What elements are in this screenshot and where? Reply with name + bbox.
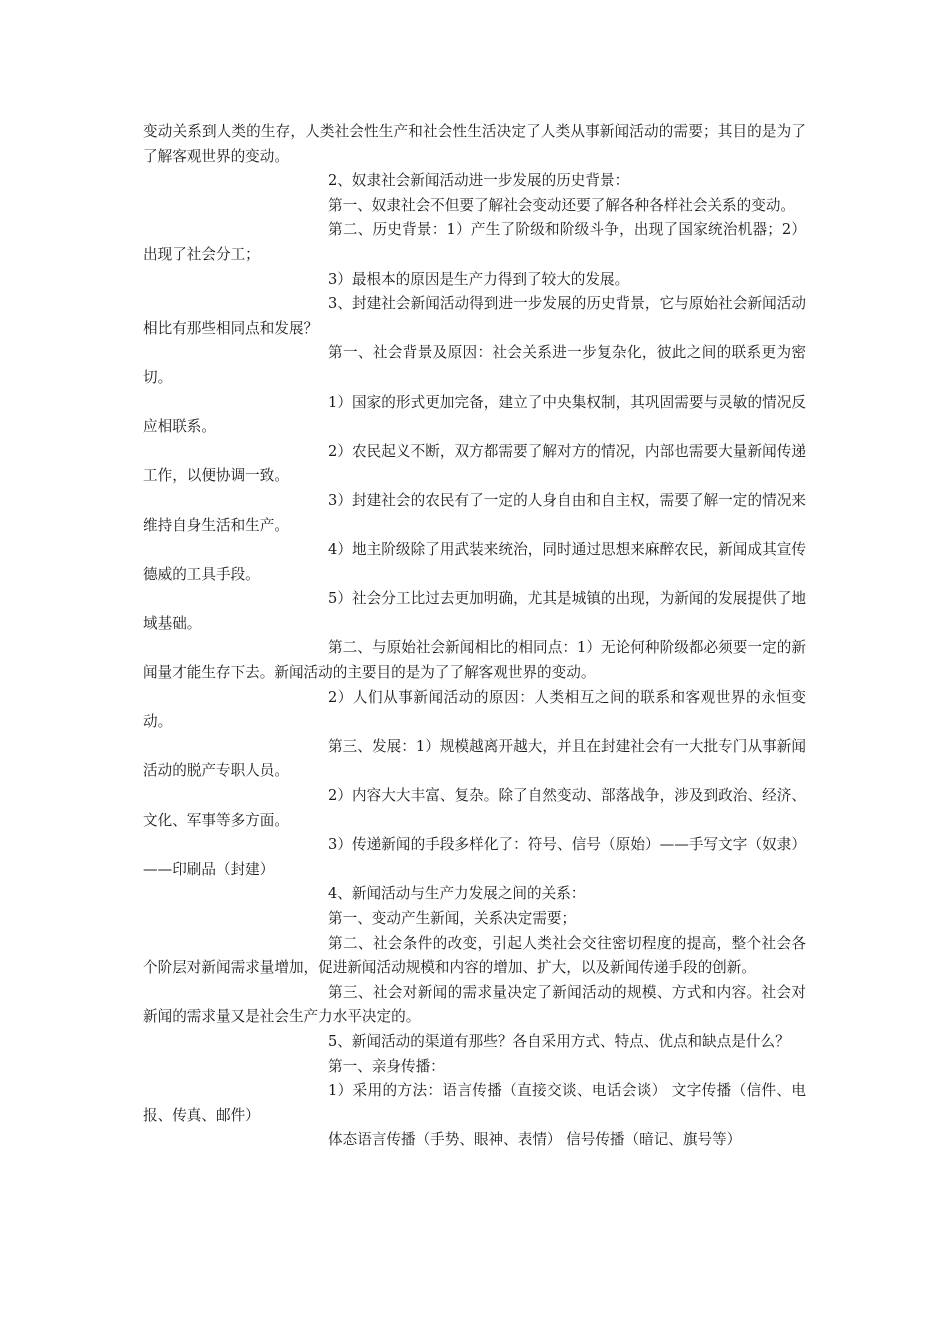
paragraph-6: 3、封建社会新闻活动得到进一步发展的历史背景，它与原始社会新闻活动相比有那些相同点和发展？ — [143, 295, 806, 337]
paragraph-2: 2、奴隶社会新闻活动进一步发展的历史背景： — [328, 172, 630, 190]
paragraph-7: 第一、社会背景及原因：社会关系进一步复杂化，彼此之间的联系更为密切。 — [143, 344, 806, 386]
paragraph-17: 3）传递新闻的手段多样化了：符号、信号（原始）——手写文字（奴隶）——印刷品（封建） — [143, 836, 806, 878]
paragraph-25: 体态语言传播（手势、眼神、表情） 信号传播（暗记、旗号等） — [328, 1131, 742, 1149]
paragraph-1: 变动关系到人类的生存，人类社会性生产和社会性生活决定了人类从事新闻活动的需要；其目的是为了了解客观世界的变动。 — [143, 123, 806, 165]
paragraph-23: 第一、亲身传播： — [328, 1057, 445, 1075]
paragraph-10: 3）封建社会的农民有了一定的人身自由和自主权，需要了解一定的情况来维持自身生活和生产。 — [143, 491, 806, 534]
paragraph-11: 4）地主阶级除了用武装来统治，同时通过思想来麻醉农民，新闻成其宣传德威的工具手段。 — [143, 541, 806, 583]
paragraph-21: 第三、社会对新闻的需求量决定了新闻活动的规模、方式和内容。社会对新闻的需求量又是社会生产力水平决定的。 — [143, 983, 806, 1026]
paragraph-3: 第一、奴隶社会不但要了解社会变动还要了解各种各样社会关系的变动。 — [328, 196, 796, 214]
paragraph-4: 第二、历史背景：1）产生了阶级和阶级斗争，出现了国家统治机器；2）出现了社会分工； — [143, 221, 806, 263]
paragraph-14: 2）人们从事新闻活动的原因：人类相互之间的联系和客观世界的永恒变动。 — [143, 688, 806, 731]
paragraph-24: 1）采用的方法：语言传播（直接交谈、电话会谈） 文字传播（信件、电报、传真、邮件） — [143, 1082, 806, 1124]
paragraph-5: 3）最根本的原因是生产力得到了较大的发展。 — [328, 270, 630, 288]
paragraph-13: 第二、与原始社会新闻相比的相同点：1）无论何种阶级都必须要一定的新闻量才能生存下去。新闻活动的主要目的是为了了解客观世界的变动。 — [143, 639, 806, 682]
paragraph-22: 5、新闻活动的渠道有那些？各自采用方式、特点、优点和缺点是什么？ — [328, 1032, 790, 1050]
paragraph-15: 第三、发展：1）规模越离开越大，并且在封建社会有一大批专门从事新闻活动的脱产专职人员。 — [143, 737, 806, 780]
paragraph-20: 第二、社会条件的改变，引起人类社会交往密切程度的提高，整个社会各个阶层对新闻需求量增加，促进新闻活动规模和内容的增加、扩大，以及新闻传递手段的创新。 — [143, 934, 806, 977]
paragraph-12: 5）社会分工比过去更加明确，尤其是城镇的出现，为新闻的发展提供了地域基础。 — [143, 590, 806, 632]
paragraph-9: 2）农民起义不断，双方都需要了解对方的情况，内部也需要大量新闻传递工作，以便协调一致。 — [143, 442, 806, 485]
document-body — [143, 120, 806, 1153]
paragraph-16: 2）内容大大丰富、复杂。除了自然变动、部落战争，涉及到政治、经济、文化、军事等多方面。 — [143, 787, 806, 829]
paragraph-8: 1）国家的形式更加完备，建立了中央集权制，其巩固需要与灵敏的情况反应相联系。 — [143, 393, 806, 436]
paragraph-18: 4、新闻活动与生产力发展之间的关系： — [328, 885, 586, 903]
paragraph-19: 第一、变动产生新闻，关系决定需要； — [328, 910, 577, 927]
